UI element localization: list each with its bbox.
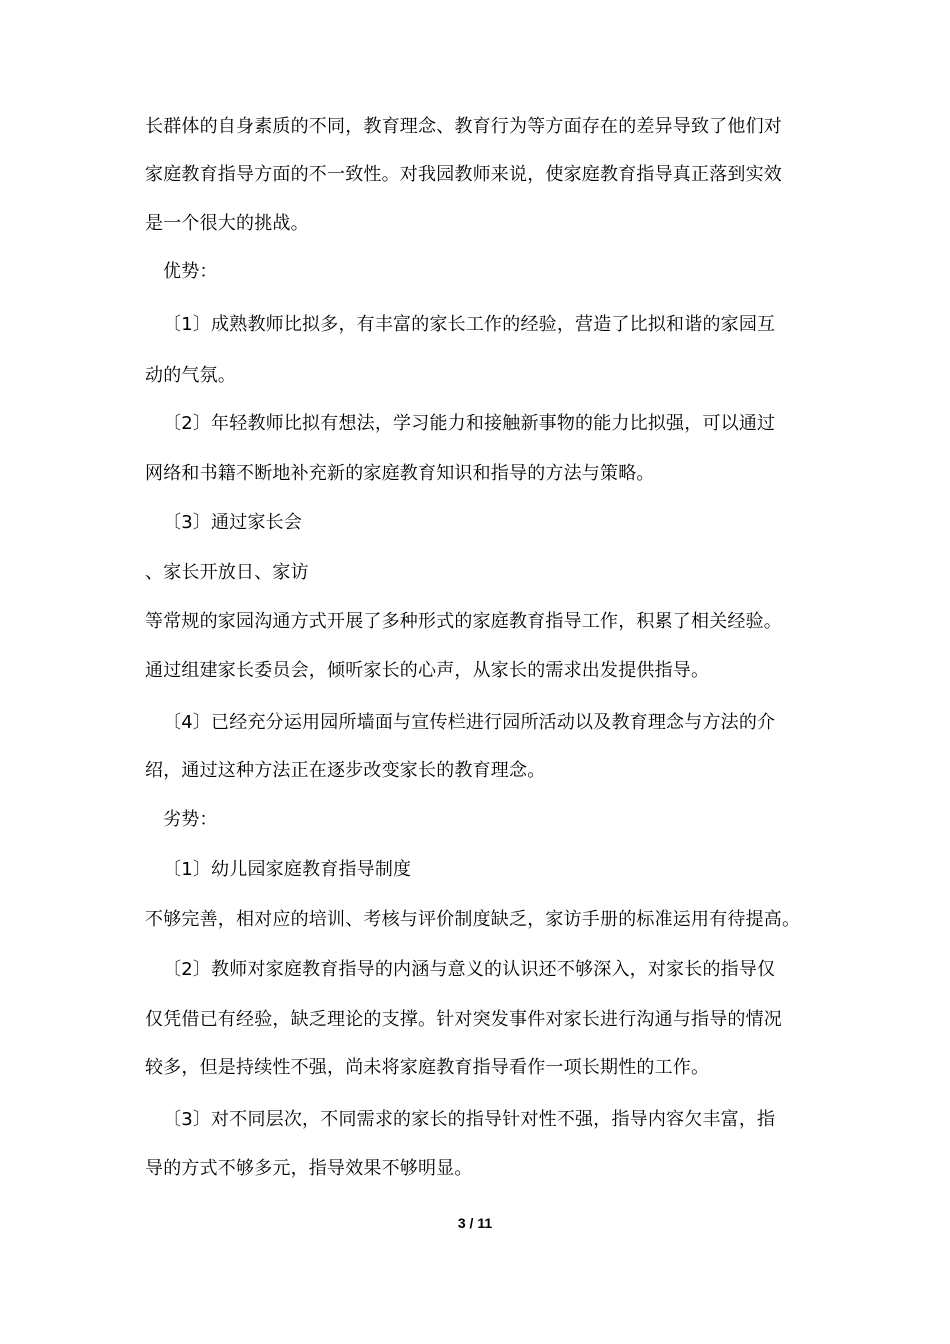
text-line: 〔4〕已经充分运用园所墙面与宣传栏进行园所活动以及教育理念与方法的介 xyxy=(163,712,776,733)
text-line: 通过组建家长委员会，倾听家长的心声，从家长的需求出发提供指导。 xyxy=(145,660,710,681)
page-number: 3 / 11 xyxy=(457,1215,493,1231)
section-heading-advantages: 优势： xyxy=(163,261,218,282)
text-line: 〔2〕教师对家庭教育指导的内涵与意义的认识还不够深入，对家长的指导仅 xyxy=(163,959,776,980)
text-line: 家庭教育指导方面的不一致性。对我园教师来说，使家庭教育指导真正落到实效 xyxy=(145,164,782,185)
text-line: 较多，但是持续性不强，尚未将家庭教育指导看作一项长期性的工作。 xyxy=(145,1057,710,1078)
text-line: 〔1〕成熟教师比拟多，有丰富的家长工作的经验，营造了比拟和谐的家园互 xyxy=(163,314,776,335)
text-line: 〔1〕幼儿园家庭教育指导制度 xyxy=(163,859,412,880)
section-heading-disadvantages: 劣势： xyxy=(163,809,218,830)
text-line: 〔3〕对不同层次，不同需求的家长的指导针对性不强，指导内容欠丰富，指 xyxy=(163,1109,776,1130)
text-line: 等常规的家园沟通方式开展了多种形式的家庭教育指导工作，积累了相关经验。 xyxy=(145,611,782,632)
text-line: 〔2〕年轻教师比拟有想法，学习能力和接触新事物的能力比拟强，可以通过 xyxy=(163,413,776,434)
text-line: 是一个很大的挑战。 xyxy=(145,213,309,234)
text-line: 不够完善，相对应的培训、考核与评价制度缺乏，家访手册的标准运用有待提高。 xyxy=(145,909,801,930)
text-line: 仅凭借已有经验，缺乏理论的支撑。针对突发事件对家长进行沟通与指导的情况 xyxy=(145,1009,782,1030)
text-line: 〔3〕通过家长会 xyxy=(163,512,303,533)
text-line: 、家长开放日、家访 xyxy=(145,562,309,583)
text-line: 动的气氛。 xyxy=(145,365,236,386)
text-line: 导的方式不够多元，指导效果不够明显。 xyxy=(145,1158,473,1179)
text-line: 长群体的自身素质的不同，教育理念、教育行为等方面存在的差异导致了他们对 xyxy=(145,116,782,137)
text-line: 网络和书籍不断地补充新的家庭教育知识和指导的方法与策略。 xyxy=(145,463,655,484)
text-line: 绍，通过这种方法正在逐步改变家长的教育理念。 xyxy=(145,760,546,781)
